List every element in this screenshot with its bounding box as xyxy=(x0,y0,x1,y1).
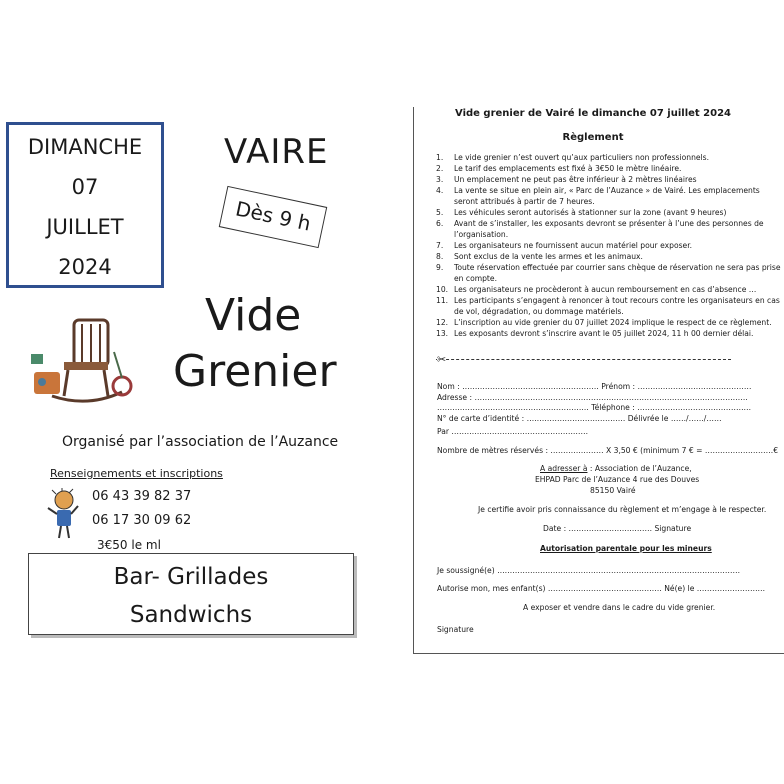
rule-text: La vente se situe en plein air, « Parc de l’Auzance » de Vairé. Les emplacements seront attribués à partir de 7 heures. xyxy=(454,186,760,206)
form-carte: N° de carte d’identité : ………………………………… Délivrée le ……/……/…… xyxy=(437,414,722,423)
rule-number: 10. xyxy=(436,285,449,294)
title-line-1: Vide xyxy=(205,290,302,341)
rule-item xyxy=(436,218,784,240)
form-ville: 85150 Vairé xyxy=(590,486,636,495)
rule-item xyxy=(436,185,784,207)
title-line-2: Grenier xyxy=(173,346,337,397)
phone-person-illustration xyxy=(44,488,84,542)
form-par: Par ……………………………………………… xyxy=(437,427,589,436)
rule-text: Le tarif des emplacements est fixé à 3€50 le mètre linéaire. xyxy=(454,164,682,173)
form-metres: Nombre de mètres réservés : ………………… X 3,50 € (minimum 7 € = ………………………€ xyxy=(437,446,779,455)
date-month: JUILLET xyxy=(46,215,124,239)
phone-number-1: 06 43 39 82 37 xyxy=(92,489,192,504)
reglement-subtitle: Règlement xyxy=(562,132,624,143)
rule-text: Les organisateurs ne procèderont à aucun remboursement en cas d’absence … xyxy=(454,285,757,294)
form-exposer: A exposer et vendre dans le cadre du vide grenier. xyxy=(523,603,716,612)
rule-number: 13. xyxy=(436,329,449,338)
rule-text: Les véhicules seront autorisés à stationner sur la zone (avant 9 heures) xyxy=(454,208,727,217)
form-enfant: Autorise mon, mes enfant(s) ……………………………………… Né(e) le ……………………… xyxy=(437,584,766,593)
cut-line xyxy=(436,359,731,360)
date-day: DIMANCHE xyxy=(27,135,143,159)
form-adresse: Adresse : ……………………………………………………………………………………………… xyxy=(437,393,748,402)
form-ehpad: EHPAD Parc de l’Auzance 4 rue des Douves xyxy=(535,475,700,484)
rule-number: 1. xyxy=(436,153,444,162)
rule-text: L’inscription au vide grenier du 07 juillet 2024 implique le respect de ce règlement. xyxy=(454,318,772,327)
rule-item xyxy=(436,240,784,251)
form-nom: Nom : ……………………………………………… Prénom : ……………………………………… xyxy=(437,382,752,391)
reglement-title: Vide grenier de Vairé le dimanche 07 juillet 2024 xyxy=(455,108,731,119)
info-heading: Renseignements et inscriptions xyxy=(50,467,223,480)
rule-text: Les exposants devront s’inscrire avant le 05 juillet 2024, 11 h 00 dernier délai. xyxy=(454,329,754,338)
rule-text: Un emplacement ne peut pas être inférieur à 2 mètres linéaires xyxy=(454,175,697,184)
rule-number: 6. xyxy=(436,219,444,228)
rule-text: Les organisateurs ne fournissent aucun matériel pour exposer. xyxy=(454,241,693,250)
rule-item xyxy=(436,295,784,317)
rule-number: 2. xyxy=(436,164,444,173)
form-adresser xyxy=(540,464,692,473)
rule-number: 11. xyxy=(436,296,449,305)
rule-text: Sont exclus de la vente les armes et les animaux. xyxy=(454,252,643,261)
price-per-meter: 3€50 le ml xyxy=(97,538,161,552)
organizer-text: Organisé par l’association de l’Auzance xyxy=(62,434,339,450)
form-autorisation-heading: Autorisation parentale pour les mineurs xyxy=(540,544,712,553)
rule-number: 4. xyxy=(436,186,444,195)
rule-item xyxy=(436,284,784,295)
scissors-icon: ✂ xyxy=(437,353,447,366)
rule-item xyxy=(436,317,784,328)
rocking-chair-illustration xyxy=(30,312,140,408)
form-telephone: …………………………………………………… Téléphone : ……………………………………… xyxy=(437,403,752,412)
rule-text: Avant de s’installer, les exposants devront se présenter à l’une des personnes de l’organisation. xyxy=(454,219,764,239)
rule-text: Le vide grenier n’est ouvert qu’aux particuliers non professionnels. xyxy=(454,153,710,162)
rule-item xyxy=(436,251,784,262)
rules-list xyxy=(436,152,784,339)
form-adresser-label: A adresser à xyxy=(540,464,588,473)
rule-item xyxy=(436,174,784,185)
form-certifie: Je certifie avoir pris connaissance du règlement et m’engage à le respecter. xyxy=(478,505,767,514)
form-adresser-text: : Association de l’Auzance, xyxy=(587,464,692,473)
rule-number: 5. xyxy=(436,208,444,217)
rule-text: Toute réservation effectuée par courrier sans chèque de réservation ne sera pas prise en compte. xyxy=(454,263,781,283)
rule-text: Les participants s’engagent à renoncer à tout recours contre les organisateurs en cas de vol, dégradation, ou dommage matériels. xyxy=(454,296,780,316)
form-signature: Signature xyxy=(437,625,474,634)
phone-number-2: 06 17 30 09 62 xyxy=(92,513,192,528)
rule-number: 8. xyxy=(436,252,444,261)
town-name: VAIRE xyxy=(224,132,329,172)
form-date-signature: Date : …………………………… Signature xyxy=(543,524,692,533)
bar-line-2: Sandwichs xyxy=(129,602,253,628)
rule-item xyxy=(436,328,784,339)
rule-item xyxy=(436,207,784,218)
rule-item xyxy=(436,262,784,284)
bar-box xyxy=(28,553,354,635)
rule-number: 9. xyxy=(436,263,444,272)
date-box xyxy=(6,122,164,288)
date-year: 2024 xyxy=(58,255,112,279)
date-number: 07 xyxy=(71,175,99,199)
bar-line-1: Bar- Grillades xyxy=(113,564,269,590)
rule-number: 7. xyxy=(436,241,444,250)
rule-number: 12. xyxy=(436,318,449,327)
form-soussigne: Je soussigné(e) …………………………………………………………………………………… xyxy=(437,566,741,575)
rule-item xyxy=(436,163,784,174)
rule-item xyxy=(436,152,784,163)
start-time-box: Dès 9 h xyxy=(219,186,328,248)
rule-number: 3. xyxy=(436,175,444,184)
